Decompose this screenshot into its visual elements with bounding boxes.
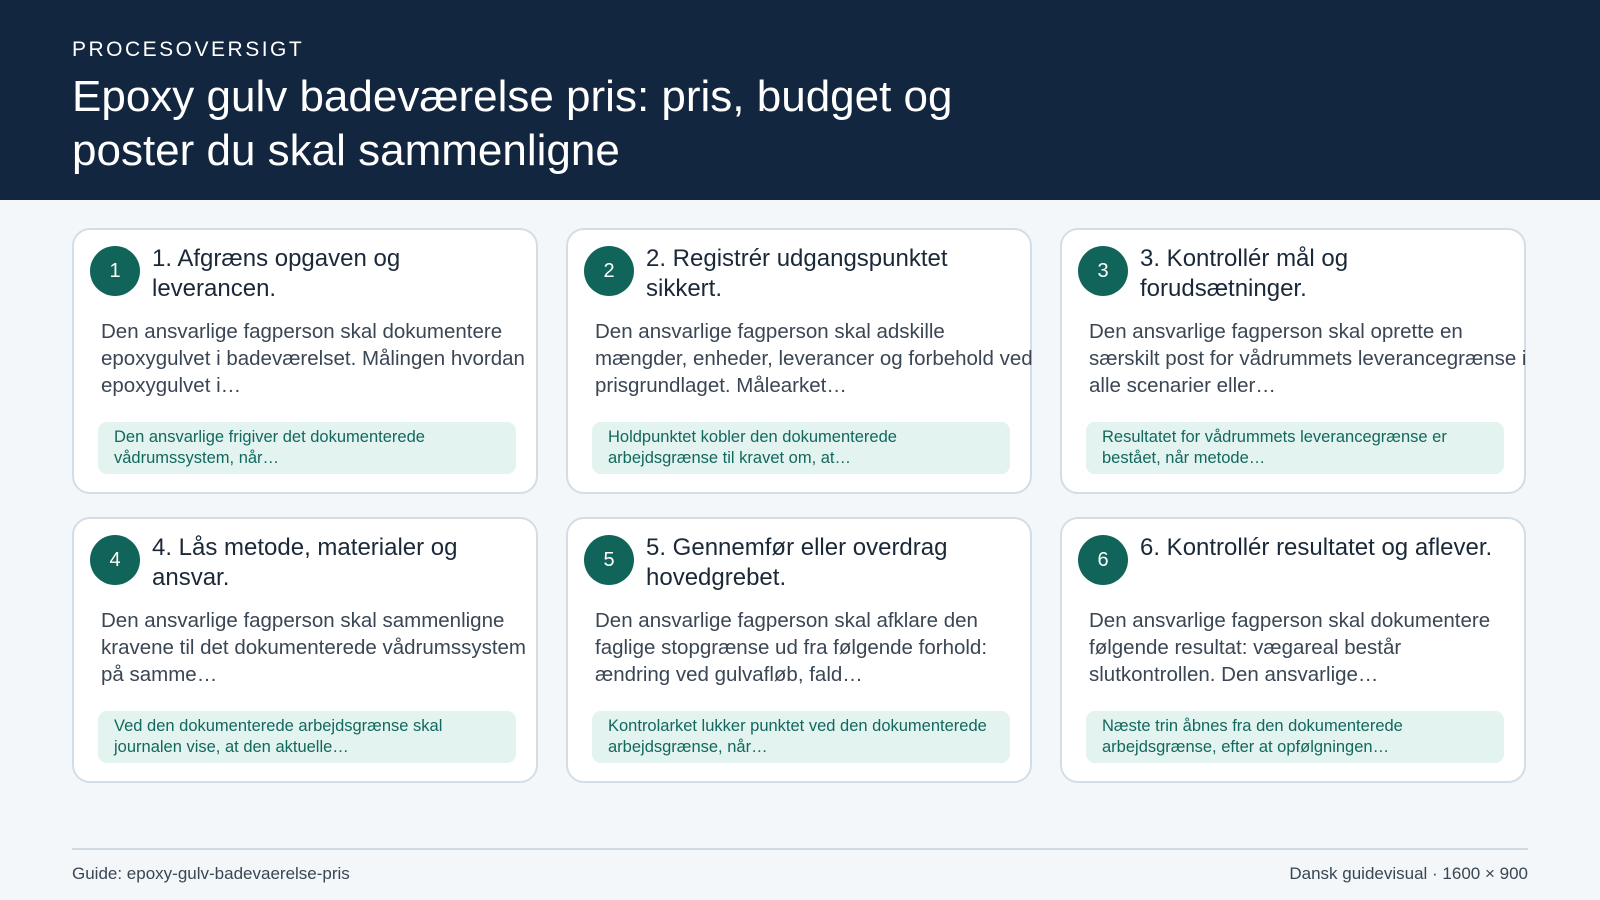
step-note: Ved den dokumenterede arbejdsgrænse skal journalen vise, at den aktuelle… [98, 711, 516, 763]
step-note: Den ansvarlige frigiver det dokumenterede vådrumssystem, når… [98, 422, 516, 474]
step-title: 3. Kontrollér mål og forudsætninger. [1140, 245, 1349, 302]
step-description: Den ansvarlige fagperson skal oprette en særskilt post for vådrummets leverancegrænse i alle scenarier eller… [1089, 320, 1527, 397]
step-title: 5. Gennemfør eller overdrag hovedgrebet. [646, 534, 948, 591]
footer-credit: Dansk guidevisual · 1600 × 900 [1289, 864, 1528, 883]
step-card-4 [72, 517, 538, 783]
step-description: Den ansvarlige fagperson skal dokumentere følgende resultat: vægareal består slutkontrollen. Den ansvarlige… [1089, 609, 1491, 686]
step-note: Næste trin åbnes fra den dokumenterede arbejdsgrænse, efter at opfølgningen… [1086, 711, 1504, 763]
step-card-5 [566, 517, 1032, 783]
step-title: 1. Afgræns opgaven og leverancen. [152, 245, 401, 302]
step-note: Kontrolarket lukker punktet ved den dokumenterede arbejdsgrænse, når… [592, 711, 1010, 763]
step-number-badge: 1 [90, 246, 140, 296]
step-note: Holdpunktet kobler den dokumenterede arbejdsgrænse til kravet om, at… [592, 422, 1010, 474]
step-number-badge: 5 [584, 535, 634, 585]
step-description: Den ansvarlige fagperson skal afklare den faglige stopgrænse ud fra følgende forhold: ændring ved gulvafløb, fald… [595, 609, 988, 686]
step-title: 4. Lås metode, materialer og ansvar. [152, 534, 458, 591]
step-card-1 [72, 228, 538, 494]
step-title: 6. Kontrollér resultatet og aflever. [1140, 534, 1493, 561]
step-number-badge: 3 [1078, 246, 1128, 296]
step-description: Den ansvarlige fagperson skal adskille mængder, enheder, leverancer og forbehold ved prisgrundlaget. Målearket… [595, 320, 1033, 397]
footer-guide-label: Guide: epoxy-gulv-badevaerelse-pris [72, 864, 350, 883]
step-description: Den ansvarlige fagperson skal sammenligne kravene til det dokumenterede vådrumssystem på samme… [101, 609, 527, 686]
page-title: Epoxy gulv badeværelse pris: pris, budget og poster du skal sammenligne [72, 72, 953, 175]
step-title: 2. Registrér udgangspunktet sikkert. [646, 245, 948, 302]
page-header [0, 0, 1600, 200]
footer-divider [72, 848, 1528, 850]
step-note: Resultatet for vådrummets leverancegrænse er bestået, når metode… [1086, 422, 1504, 474]
step-number-badge: 2 [584, 246, 634, 296]
step-card-3 [1060, 228, 1526, 494]
step-number-badge: 4 [90, 535, 140, 585]
step-number-badge: 6 [1078, 535, 1128, 585]
step-card-6 [1060, 517, 1526, 783]
eyebrow-label: PROCESOVERSIGT [72, 38, 305, 61]
step-card-2 [566, 228, 1032, 494]
step-description: Den ansvarlige fagperson skal dokumentere epoxygulvet i badeværelset. Målingen hvordan epoxygulvet i… [101, 320, 525, 397]
